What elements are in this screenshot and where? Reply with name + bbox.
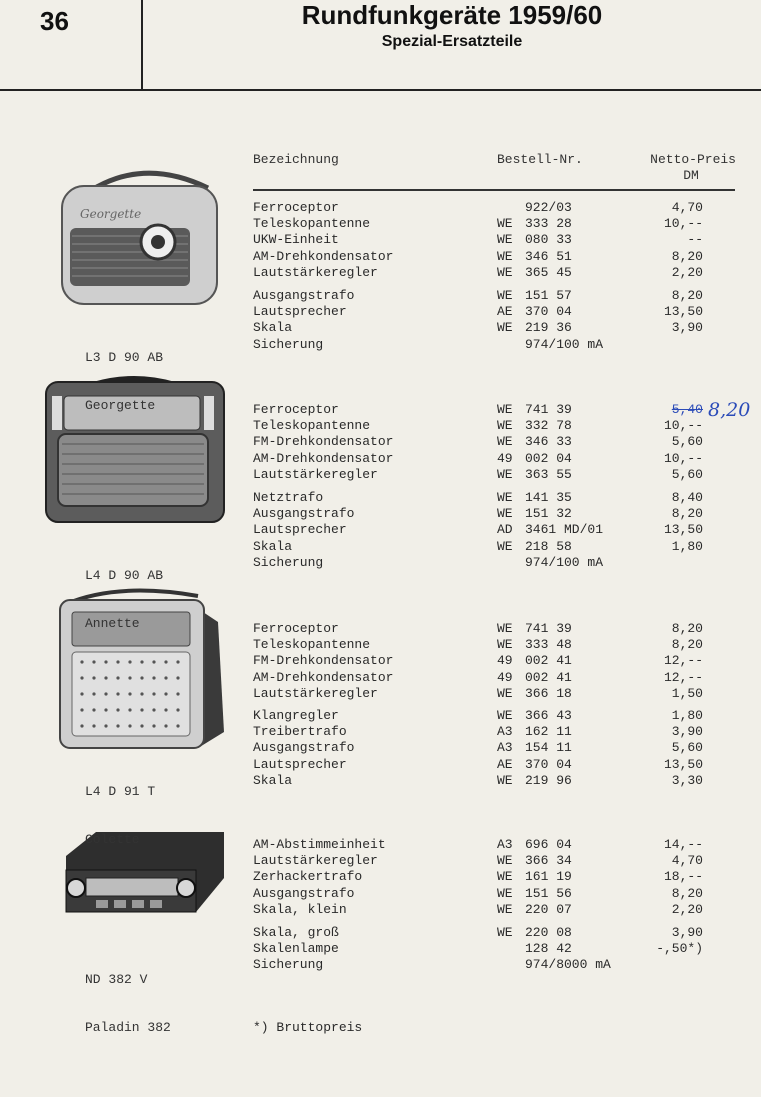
part-row — [253, 740, 733, 756]
model-label-colette — [85, 752, 155, 864]
part-price: 8,20 — [671, 885, 703, 901]
part-order-number: 922/03 — [525, 200, 572, 215]
part-order-number: 974/100 mA — [525, 336, 604, 352]
model-label-paladin — [85, 940, 171, 1052]
part-price: 1,80 — [671, 708, 703, 723]
part-order-number: 141 35 — [525, 490, 572, 505]
model-code: L4 D 90 AB — [85, 568, 164, 583]
part-name: Lautsprecher — [253, 304, 347, 320]
model-label-georgette — [85, 318, 163, 430]
part-order-number: 080 33 — [525, 232, 572, 248]
part-name: FM-Drehkondensator — [253, 653, 394, 669]
part-name: Teleskopantenne — [253, 637, 371, 653]
part-order-number: 974/100 mA — [525, 554, 604, 570]
model-name: Annette — [85, 616, 140, 631]
part-prefix: WE — [497, 685, 513, 701]
model-name: Paladin 382 — [85, 1020, 171, 1035]
part-order-number: 002 41 — [525, 669, 572, 685]
column-header-price-line2: DM — [683, 168, 699, 183]
part-name: Ausgangstrafo — [253, 740, 355, 756]
column-header-order-no: Bestell-Nr. — [497, 152, 583, 167]
part-order-number: 363 55 — [525, 466, 572, 482]
part-prefix: WE — [497, 901, 513, 917]
part-prefix: WE — [497, 538, 513, 554]
part-row — [253, 773, 733, 789]
part-row — [253, 902, 733, 918]
part-price: 12,-- — [663, 669, 703, 685]
part-name: Lautsprecher — [253, 522, 347, 538]
part-name: Lautstärkeregler — [253, 853, 378, 869]
part-prefix: WE — [497, 637, 513, 653]
part-row — [253, 724, 733, 740]
part-order-number: 219 96 — [525, 772, 572, 788]
part-prefix: WE — [497, 885, 513, 901]
part-price: 5,40 — [671, 402, 703, 417]
model-label-annette — [85, 536, 163, 648]
part-row — [253, 216, 733, 232]
parts-group-georgette-a — [253, 200, 733, 281]
part-prefix: WE — [497, 772, 513, 788]
part-price: 5,60 — [671, 740, 703, 756]
part-row — [253, 853, 733, 869]
header-rule — [253, 189, 735, 191]
part-price: 8,20 — [671, 621, 703, 636]
part-row — [253, 869, 733, 885]
part-prefix: WE — [497, 708, 513, 723]
model-code: ND 382 V — [85, 972, 148, 987]
part-name: Ferroceptor — [253, 621, 339, 636]
model-name: Georgette — [85, 398, 156, 413]
column-header-designation: Bezeichnung — [253, 152, 339, 167]
part-price: -- — [687, 232, 703, 248]
part-name: AM-Abstimmeinheit — [253, 837, 386, 852]
part-order-number: 370 04 — [525, 304, 572, 320]
part-prefix: WE — [497, 466, 513, 482]
part-price: 3,90 — [671, 320, 703, 336]
part-name: Teleskopantenne — [253, 418, 371, 434]
part-name: AM-Drehkondensator — [253, 669, 394, 685]
footnote: *) Bruttopreis — [253, 1020, 363, 1035]
part-row — [253, 232, 733, 248]
part-name: Skala, klein — [253, 901, 347, 917]
part-order-number: 366 18 — [525, 685, 572, 701]
part-prefix: AD — [497, 522, 513, 538]
part-prefix: A3 — [497, 740, 513, 756]
part-prefix: 49 — [497, 450, 513, 466]
part-prefix: WE — [497, 248, 513, 264]
part-name: Sicherung — [253, 336, 324, 352]
page-subtitle: Spezial-Ersatzteile — [381, 33, 523, 50]
part-row — [253, 886, 733, 902]
part-order-number: 220 08 — [525, 925, 572, 940]
part-name: FM-Drehkondensator — [253, 434, 394, 450]
part-price: 8,20 — [671, 506, 703, 522]
part-row — [253, 757, 733, 773]
part-name: Zerhackertrafo — [253, 869, 363, 885]
part-order-number: 151 56 — [525, 885, 572, 901]
part-order-number: 218 58 — [525, 538, 572, 554]
part-price: 13,50 — [663, 522, 703, 538]
part-name: Skala — [253, 772, 293, 788]
part-order-number: 741 39 — [525, 621, 572, 636]
part-row — [253, 304, 733, 320]
part-name: Sicherung — [253, 554, 324, 570]
part-row — [253, 539, 733, 555]
part-price: 12,-- — [663, 653, 703, 669]
part-name: Skalenlampe — [253, 941, 339, 957]
part-name: Ferroceptor — [253, 200, 339, 215]
model-name: Colette — [85, 832, 140, 847]
part-price: 5,60 — [671, 434, 703, 450]
part-price: 8,40 — [671, 490, 703, 505]
part-prefix: WE — [497, 288, 513, 303]
part-name: Sicherung — [253, 957, 324, 973]
part-prefix: WE — [497, 925, 513, 940]
part-row — [253, 265, 733, 281]
part-price: -,50*) — [656, 941, 703, 957]
part-order-number: 366 34 — [525, 853, 572, 869]
part-name: Treibertrafo — [253, 724, 347, 740]
part-name: Ausgangstrafo — [253, 506, 355, 522]
part-order-number: 3461 MD/01 — [525, 522, 604, 538]
part-order-number: 151 32 — [525, 506, 572, 522]
part-row — [253, 555, 733, 571]
part-name: AM-Drehkondensator — [253, 450, 394, 466]
part-price: 3,90 — [671, 925, 703, 940]
part-order-number: 161 19 — [525, 869, 572, 885]
part-row — [253, 337, 733, 353]
part-order-number: 154 11 — [525, 740, 572, 756]
part-order-number: 365 45 — [525, 264, 572, 280]
part-row — [253, 941, 733, 957]
part-prefix: WE — [497, 434, 513, 450]
part-row — [253, 653, 733, 669]
part-row — [253, 200, 733, 216]
part-price: 8,20 — [671, 248, 703, 264]
column-header-price — [630, 152, 736, 184]
part-price: 8,20 — [671, 288, 703, 303]
column-header-price-line1: Netto-Preis — [650, 152, 736, 167]
part-price: 18,-- — [663, 869, 703, 885]
part-price: 10,-- — [663, 216, 703, 232]
part-prefix: WE — [497, 232, 513, 248]
part-prefix: 49 — [497, 669, 513, 685]
parts-group-annette-a — [253, 402, 733, 483]
part-price: 14,-- — [663, 837, 703, 852]
part-prefix: WE — [497, 264, 513, 280]
part-row — [253, 434, 733, 450]
part-name: Lautsprecher — [253, 756, 347, 772]
part-name: Lautstärkeregler — [253, 685, 378, 701]
parts-group-paladin-a — [253, 837, 733, 918]
part-order-number: 220 07 — [525, 901, 572, 917]
part-prefix: A3 — [497, 837, 513, 852]
part-prefix: AE — [497, 756, 513, 772]
part-name: Ferroceptor — [253, 402, 339, 417]
svg-text:Georgette: Georgette — [80, 207, 142, 221]
part-price: 13,50 — [663, 756, 703, 772]
part-row — [253, 402, 733, 418]
part-prefix: WE — [497, 216, 513, 232]
parts-group-annette-b — [253, 490, 733, 571]
part-order-number: 346 33 — [525, 434, 572, 450]
radio-image-georgette — [58, 158, 223, 308]
part-prefix: AE — [497, 304, 513, 320]
part-prefix: WE — [497, 506, 513, 522]
part-order-number: 333 28 — [525, 216, 572, 232]
part-name: Ausgangstrafo — [253, 288, 355, 303]
part-price: 1,50 — [671, 685, 703, 701]
part-order-number: 151 57 — [525, 288, 572, 303]
part-order-number: 128 42 — [525, 941, 572, 957]
part-row — [253, 467, 733, 483]
part-order-number: 366 43 — [525, 708, 572, 723]
part-prefix: WE — [497, 853, 513, 869]
part-prefix: WE — [497, 320, 513, 336]
part-name: Teleskopantenne — [253, 216, 371, 232]
part-order-number: 002 41 — [525, 653, 572, 669]
part-row — [253, 320, 733, 336]
part-row — [253, 490, 733, 506]
part-price: 4,70 — [671, 853, 703, 869]
part-prefix: WE — [497, 490, 513, 505]
part-order-number: 370 04 — [525, 756, 572, 772]
part-price: 8,20 — [671, 637, 703, 653]
part-order-number: 346 51 — [525, 248, 572, 264]
part-row — [253, 249, 733, 265]
part-name: Skala, groß — [253, 925, 339, 940]
part-order-number: 696 04 — [525, 837, 572, 852]
page-number: 36 — [40, 6, 69, 36]
part-name: AM-Drehkondensator — [253, 248, 394, 264]
part-price: 2,20 — [671, 264, 703, 280]
model-code: L3 D 90 AB — [85, 350, 164, 365]
part-price: 10,-- — [663, 450, 703, 466]
part-row — [253, 637, 733, 653]
parts-group-georgette-b — [253, 288, 733, 353]
page-title: Rundfunkgeräte 1959/60 — [301, 0, 603, 30]
part-order-number: 332 78 — [525, 418, 572, 434]
part-order-number: 002 04 — [525, 450, 572, 466]
model-code: L4 D 91 T — [85, 784, 156, 799]
part-order-number: 333 48 — [525, 637, 572, 653]
part-prefix: A3 — [497, 724, 513, 740]
part-name: Skala — [253, 538, 293, 554]
part-name: Skala — [253, 320, 293, 336]
part-price: 13,50 — [663, 304, 703, 320]
part-row — [253, 288, 733, 304]
part-price: 2,20 — [671, 901, 703, 917]
part-order-number: 974/8000 mA — [525, 957, 611, 973]
part-row — [253, 686, 733, 702]
part-order-number: 162 11 — [525, 724, 572, 740]
part-prefix: 49 — [497, 653, 513, 669]
part-row — [253, 418, 733, 434]
parts-group-colette-b — [253, 708, 733, 789]
part-row — [253, 925, 733, 941]
part-price: 5,60 — [671, 466, 703, 482]
part-price: 1,80 — [671, 538, 703, 554]
part-name: Lautstärkeregler — [253, 264, 378, 280]
part-prefix: WE — [497, 418, 513, 434]
part-order-number: 219 36 — [525, 320, 572, 336]
part-row — [253, 506, 733, 522]
part-prefix: WE — [497, 869, 513, 885]
parts-group-colette-a — [253, 621, 733, 702]
part-row — [253, 621, 733, 637]
part-row — [253, 837, 733, 853]
part-price: 4,70 — [671, 200, 703, 215]
part-price: 3,90 — [671, 724, 703, 740]
part-price: 10,-- — [663, 418, 703, 434]
part-row — [253, 522, 733, 538]
part-name: Lautstärkeregler — [253, 466, 378, 482]
part-price: 3,30 — [671, 772, 703, 788]
handwritten-price-correction: 8,20 — [708, 399, 751, 421]
part-name: Netztrafo — [253, 490, 324, 505]
part-row — [253, 451, 733, 467]
part-name: Klangregler — [253, 708, 339, 723]
part-row — [253, 708, 733, 724]
part-prefix: WE — [497, 402, 513, 417]
part-row — [253, 957, 733, 973]
part-prefix: WE — [497, 621, 513, 636]
part-name: Ausgangstrafo — [253, 885, 355, 901]
part-name: UKW-Einheit — [253, 232, 339, 248]
part-row — [253, 670, 733, 686]
part-order-number: 741 39 — [525, 402, 572, 417]
parts-group-paladin-b — [253, 925, 733, 974]
header-divider-horizontal — [0, 89, 761, 91]
